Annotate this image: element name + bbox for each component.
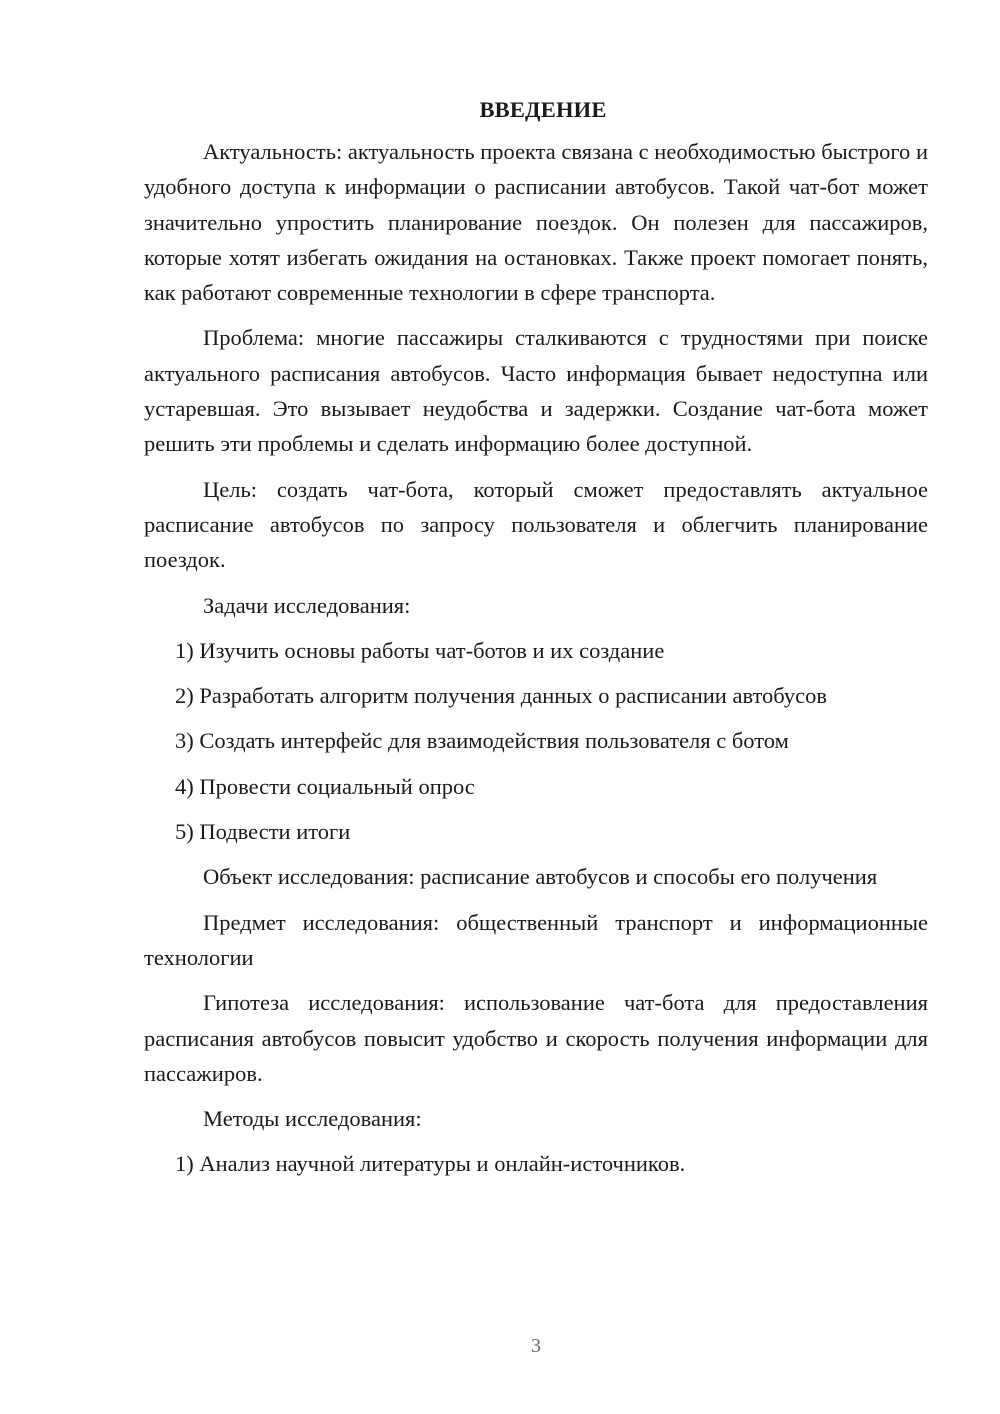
- paragraph-object: Объект исследования: расписание автобусов и способы его получения: [203, 864, 878, 890]
- paragraph-hypothesis: Гипотеза исследования: использование чат-бота для предоставления расписания автобусов повысит удобство и скорость получения информации для пассажиров.: [144, 990, 928, 1086]
- page-number: 3: [531, 1335, 541, 1357]
- tasks-title: Задачи исследования:: [203, 592, 411, 618]
- list-item-task: 4) Провести социальный опрос: [175, 773, 475, 799]
- paragraph-problem: Проблема: многие пассажиры сталкиваются с трудностями при поиске актуального расписания автобусов. Часто информация бывает недоступна или устаревшая. Это вызывает неудобства и задержки. Создание чат-бота может решить эти проблемы и сделать информацию более доступной.: [144, 325, 928, 457]
- page-content: [144, 94, 928, 1182]
- list-item-task: 5) Подвести итоги: [175, 819, 351, 845]
- list-item-method: 1) Анализ научной литературы и онлайн-источников.: [175, 1151, 686, 1177]
- methods-title: Методы исследования:: [203, 1106, 422, 1132]
- section-heading: ВВЕДЕНИЕ: [479, 97, 607, 122]
- list-item-task: 1) Изучить основы работы чат-ботов и их создание: [175, 637, 665, 663]
- list-item-task: 2) Разработать алгоритм получения данных о расписании автобусов: [175, 683, 827, 709]
- list-item-task: 3) Создать интерфейс для взаимодействия пользователя с ботом: [175, 728, 789, 754]
- paragraph-relevance: Актуальность: актуальность проекта связана с необходимостью быстрого и удобного доступа к информации о расписании автобусов. Такой чат-бот может значительно упростить планирование поездок. Он полезен для пассажиров, которые хотят избегать ожидания на остановках. Также проект помогает понять, как работают современные технологии в сфере транспорта.: [144, 139, 928, 306]
- paragraph-goal: Цель: создать чат-бота, который сможет предоставлять актуальное расписание автобусов по запросу пользователя и облегчить планирование поездок.: [144, 476, 928, 573]
- paragraph-subject: Предмет исследования: общественный транспорт и информационные технологии: [144, 909, 928, 970]
